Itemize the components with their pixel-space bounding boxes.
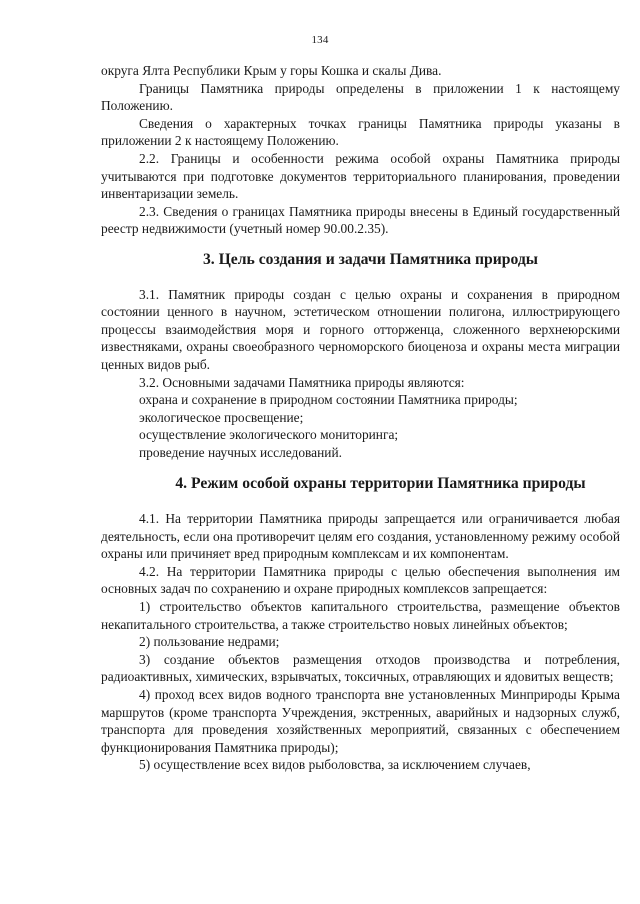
list-item: 5) осуществление всех видов рыболовства, за исключением случаев, — [139, 757, 531, 773]
paragraph: 2.3. Сведения о границах Памятника природы внесены в Единый государственный реестр недвижимости (учетный номер 90.00.2.35). — [101, 203, 620, 237]
list-item: 4) проход всех видов водного транспорта вне установленных Минприроды Крыма маршрутов (кроме транспорта Учреждения, экстренных, аварийных и надзорных служб, транспорта для проведения хозяйственных мероприятий, связанных с обеспечением функционирования Памятника природы); — [101, 687, 620, 755]
document-body — [101, 62, 620, 774]
list-item: осуществление экологического мониторинга; — [139, 427, 399, 443]
section-heading: 4. Режим особой охраны территории Памятника природы — [175, 475, 586, 493]
list-item: охрана и сохранение в природном состоянии Памятника природы; — [139, 392, 518, 408]
paragraph: 2.2. Границы и особенности режима особой охраны Памятника природы учитываются при подготовке документов территориального планирования, проведении инвентаризации земель. — [101, 150, 620, 202]
list-item: проведение научных исследований. — [139, 444, 342, 460]
list-item: 2) пользование недрами; — [139, 634, 280, 650]
paragraph: 4.2. На территории Памятника природы с целью обеспечения выполнения им основных задач по сохранению и охране природных комплексов запрещается: — [101, 563, 620, 597]
paragraph: 3.1. Памятник природы создан с целью охраны и сохранения в природном состоянии ценного в научном, эстетическом отношении полигона, иллюстрирующего процессы взаимодействия моря и горного отторженца, сложенного верхнеюрскими известняками, охраны своеобразного черноморского биоценоза и охраны места миграции ценных видов рыб. — [101, 286, 620, 372]
list-item: экологическое просвещение; — [139, 409, 304, 425]
paragraph: округа Ялта Республики Крым у горы Кошка и скалы Дива. — [101, 63, 442, 78]
section-heading: 3. Цель создания и задачи Памятника природы — [202, 250, 539, 268]
paragraph: Сведения о характерных точках границы Памятника природы указаны в приложении 2 к настоящему Положению. — [101, 115, 620, 149]
list-item: 1) строительство объектов капитального строительства, размещение объектов некапитального строительства, а также строительство новых линейных объектов; — [101, 599, 620, 632]
paragraph: Границы Памятника природы определены в приложении 1 к настоящему Положению. — [101, 80, 620, 114]
page-number: 134 — [311, 34, 329, 46]
paragraph: 4.1. На территории Памятника природы запрещается или ограничивается любая деятельность, если она противоречит целям его создания, установленному режиму особой охраны или причиняет вред природным комплексам и их компонентам. — [101, 511, 620, 562]
list-item: 3) создание объектов размещения отходов производства и потребления, радиоактивных, химических, взрывчатых, токсичных, отравляющих и ядовитых веществ; — [101, 651, 620, 685]
paragraph: 3.2. Основными задачами Памятника природы являются: — [139, 374, 465, 390]
